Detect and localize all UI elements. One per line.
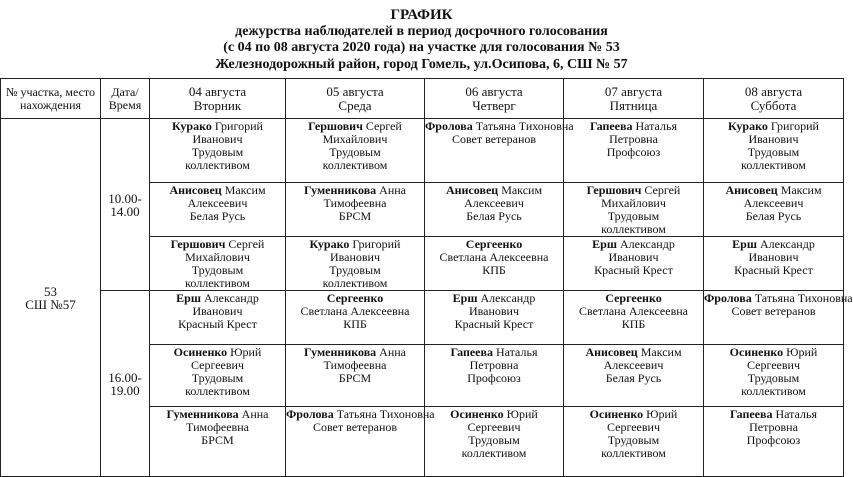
observer-patronymic: Тимофеевна (323, 196, 387, 210)
observer-organization: Профсоюз (746, 433, 801, 447)
observer-name: Юрий (506, 407, 538, 421)
observer-cell (704, 407, 844, 477)
table-row (1, 119, 844, 183)
observer-patronymic: Сергеевич (190, 358, 244, 372)
observer-organization: КПБ (343, 317, 367, 331)
observer-patronymic: Петровна (749, 420, 798, 434)
observer-patronymic: Михайлович (601, 196, 666, 210)
observer-surname: Ерш (732, 237, 757, 251)
observer-cell (425, 237, 564, 291)
observer-organization: Трудовым коллективом (322, 263, 388, 290)
observer-surname: Гапеева (730, 407, 773, 421)
observer-cell (425, 291, 564, 345)
observer-patronymic: Алексеевич (743, 196, 804, 210)
station-number: 53 (44, 283, 57, 299)
observer-cell (564, 183, 704, 237)
header-datetime: Дата/ Время (101, 79, 150, 119)
observer-name: Юрий (230, 345, 262, 359)
observer-patronymic: Светлана Алексеевна (300, 304, 410, 318)
observer-name: Наталья (775, 407, 817, 421)
observer-organization: Белая Русь (466, 209, 522, 223)
time-slot-cell: 10.00-14.00 (101, 119, 150, 291)
observer-name: Григорий (352, 237, 401, 251)
observer-cell (286, 183, 425, 237)
observer-organization: Трудовым коллективом (185, 263, 250, 290)
observer-organization: Трудовым коллективом (461, 433, 527, 460)
observer-cell (425, 183, 564, 237)
observer-cell (150, 183, 286, 237)
observer-name: Сергей (228, 237, 265, 251)
observer-surname: Курако (728, 119, 768, 133)
observer-patronymic: Светлана Алексеевна (579, 304, 688, 318)
observer-surname: Осиненко (173, 345, 228, 359)
observer-cell (286, 119, 425, 183)
observer-patronymic: Михайлович (185, 250, 250, 264)
observer-organization: Белая Русь (605, 371, 662, 385)
observer-patronymic: Алексеевич (464, 196, 524, 210)
observer-name: Максим (224, 183, 266, 197)
observer-name: Наталья (495, 345, 538, 359)
observer-organization: Трудовым коллективом (322, 145, 388, 172)
observer-name: Татьяна Тихоновна (754, 291, 853, 305)
observer-cell (286, 345, 425, 407)
observer-name: Григорий (770, 119, 819, 133)
observer-surname: Осиненко (589, 407, 644, 421)
observer-organization: Профсоюз (606, 145, 661, 159)
time-slot-cell: 16.00-19.00 (101, 291, 150, 477)
observer-surname: Гуменникова (166, 407, 239, 421)
observer-cell (150, 291, 286, 345)
observer-patronymic: Михайлович (322, 132, 388, 146)
observer-cell (150, 119, 286, 183)
observer-patronymic: Сергеевич (467, 420, 521, 434)
observer-name: Григорий (214, 119, 263, 133)
observer-cell (150, 345, 286, 407)
observer-surname: Ерш (176, 291, 201, 305)
observer-name: Наталья (635, 119, 677, 133)
observer-name: Татьяна Тихоновна (475, 119, 574, 133)
observer-organization: Белая Русь (189, 209, 246, 223)
header-station: № участка, место нахождения (1, 79, 101, 119)
observer-patronymic: Тимофеевна (186, 420, 249, 434)
observer-patronymic: Иванович (748, 250, 799, 264)
station-cell (1, 119, 101, 477)
observer-surname: Осиненко (450, 407, 504, 421)
observer-cell (564, 345, 704, 407)
observer-patronymic: Петровна (609, 132, 658, 146)
observer-surname: Гуменникова (303, 345, 377, 359)
observer-surname: Курако (309, 237, 350, 251)
observer-surname: Сергеенко (326, 291, 384, 305)
observer-organization: Красный Крест (594, 263, 673, 277)
observer-patronymic: Иванович (608, 250, 659, 264)
observer-patronymic: Петровна (469, 358, 519, 372)
observer-organization: Красный Крест (734, 263, 813, 277)
observer-cell (704, 345, 844, 407)
observer-cell (564, 407, 704, 477)
observer-surname: Анисовец (169, 183, 222, 197)
observer-surname: Гуменникова (303, 183, 377, 197)
observer-patronymic: Сергеевич (746, 358, 800, 372)
observer-surname: Анисовец (585, 345, 638, 359)
document-subtitle-line-3: Железнодорожный район, город Гомель, ул.Осипова, 6, СШ № 57 (215, 57, 628, 72)
observer-organization: Совет ветеранов (451, 132, 537, 146)
observer-surname: Фролова (425, 119, 473, 133)
observer-organization: БРСМ (201, 433, 234, 447)
observer-organization: Трудовым коллективом (741, 145, 806, 172)
observer-surname: Курако (172, 119, 212, 133)
observer-name: Максим (640, 345, 682, 359)
observer-surname: Ерш (452, 291, 478, 305)
observer-surname: Осиненко (729, 345, 784, 359)
observer-surname: Анисовец (445, 183, 499, 197)
observer-patronymic: Иванович (329, 250, 381, 264)
observer-cell (704, 237, 844, 291)
observer-name: Александр (203, 291, 259, 305)
observer-surname: Гапеева (590, 119, 633, 133)
observer-name: Александр (619, 237, 675, 251)
observer-cell (564, 291, 704, 345)
observer-patronymic: Иванович (468, 304, 520, 318)
observer-name: Александр (759, 237, 815, 251)
observer-organization: Совет ветеранов (312, 420, 398, 434)
observer-organization: Трудовым коллективом (185, 371, 250, 398)
observer-name: Максим (780, 183, 822, 197)
observer-name: Александр (480, 291, 536, 305)
observer-patronymic: Иванович (748, 132, 799, 146)
observer-surname: Гершович (586, 183, 642, 197)
observer-organization: Трудовым коллективом (741, 371, 806, 398)
observer-cell (286, 237, 425, 291)
observer-surname: Гапеева (450, 345, 493, 359)
header-day-4: 07 августа Пятница (564, 79, 704, 119)
observer-surname: Анисовец (725, 183, 778, 197)
observer-organization: БРСМ (338, 209, 372, 223)
observer-organization: КПБ (482, 263, 506, 277)
observer-organization: Трудовым коллективом (601, 209, 666, 236)
observer-cell (564, 237, 704, 291)
header-day-5: 08 августа Суббота (704, 79, 844, 119)
observer-organization: КПБ (621, 317, 646, 331)
observer-patronymic: Алексеевич (187, 196, 248, 210)
observer-organization: Трудовым коллективом (185, 145, 250, 172)
observer-cell (704, 183, 844, 237)
station-school: СШ №57 (25, 296, 76, 312)
observer-cell (425, 119, 574, 183)
observer-organization: Трудовым коллективом (601, 433, 666, 460)
observer-name: Анна (379, 345, 407, 359)
observer-patronymic: Алексеевич (603, 358, 664, 372)
observer-organization: Красный Крест (178, 317, 257, 331)
header-day-3: 06 августа Четверг (425, 79, 564, 119)
table-header-row (1, 79, 844, 119)
document-subtitle-line-1: дежурства наблюдателей в период досрочного голосования (235, 24, 608, 39)
observer-cell (286, 407, 435, 477)
observer-name: Татьяна Тихоновна (336, 407, 435, 421)
observer-organization: Белая Русь (745, 209, 802, 223)
observer-surname: Сергеенко (465, 237, 523, 251)
table-row (1, 291, 844, 345)
document-subtitle-line-2: (с 04 по 08 августа 2020 года) на участке для голосования № 53 (223, 40, 620, 55)
observer-name: Анна (241, 407, 269, 421)
observer-patronymic: Светлана Алексеевна (439, 250, 549, 264)
observer-cell (150, 407, 286, 477)
observer-cell (704, 291, 853, 345)
observer-cell (286, 291, 425, 345)
observer-surname: Фролова (286, 407, 334, 421)
observer-cell (150, 237, 286, 291)
observer-name: Юрий (646, 407, 678, 421)
observer-patronymic: Сергеевич (606, 420, 660, 434)
observer-name: Юрий (786, 345, 818, 359)
observer-surname: Сергеенко (605, 291, 662, 305)
header-day-2: 05 августа Среда (286, 79, 425, 119)
observer-surname: Фролова (704, 291, 752, 305)
observer-name: Анна (379, 183, 407, 197)
observer-cell (564, 119, 704, 183)
observer-surname: Ерш (592, 237, 617, 251)
observer-patronymic: Иванович (192, 132, 243, 146)
observer-cell (704, 119, 844, 183)
observer-organization: Профсоюз (467, 371, 521, 385)
observer-patronymic: Тимофеевна (323, 358, 387, 372)
document-title: ГРАФИК (390, 7, 453, 23)
header-day-1: 04 августа Вторник (150, 79, 286, 119)
observer-patronymic: Иванович (192, 304, 243, 318)
observer-cell (425, 407, 564, 477)
observer-name: Сергей (644, 183, 681, 197)
observer-organization: БРСМ (338, 371, 372, 385)
observer-organization: Красный Крест (454, 317, 534, 331)
schedule-table (0, 78, 853, 477)
observer-organization: Совет ветеранов (731, 304, 816, 318)
observer-name: Максим (501, 183, 543, 197)
observer-name: Сергей (365, 119, 402, 133)
observer-surname: Гершович (308, 119, 363, 133)
observer-surname: Гершович (170, 237, 226, 251)
observer-cell (425, 345, 564, 407)
